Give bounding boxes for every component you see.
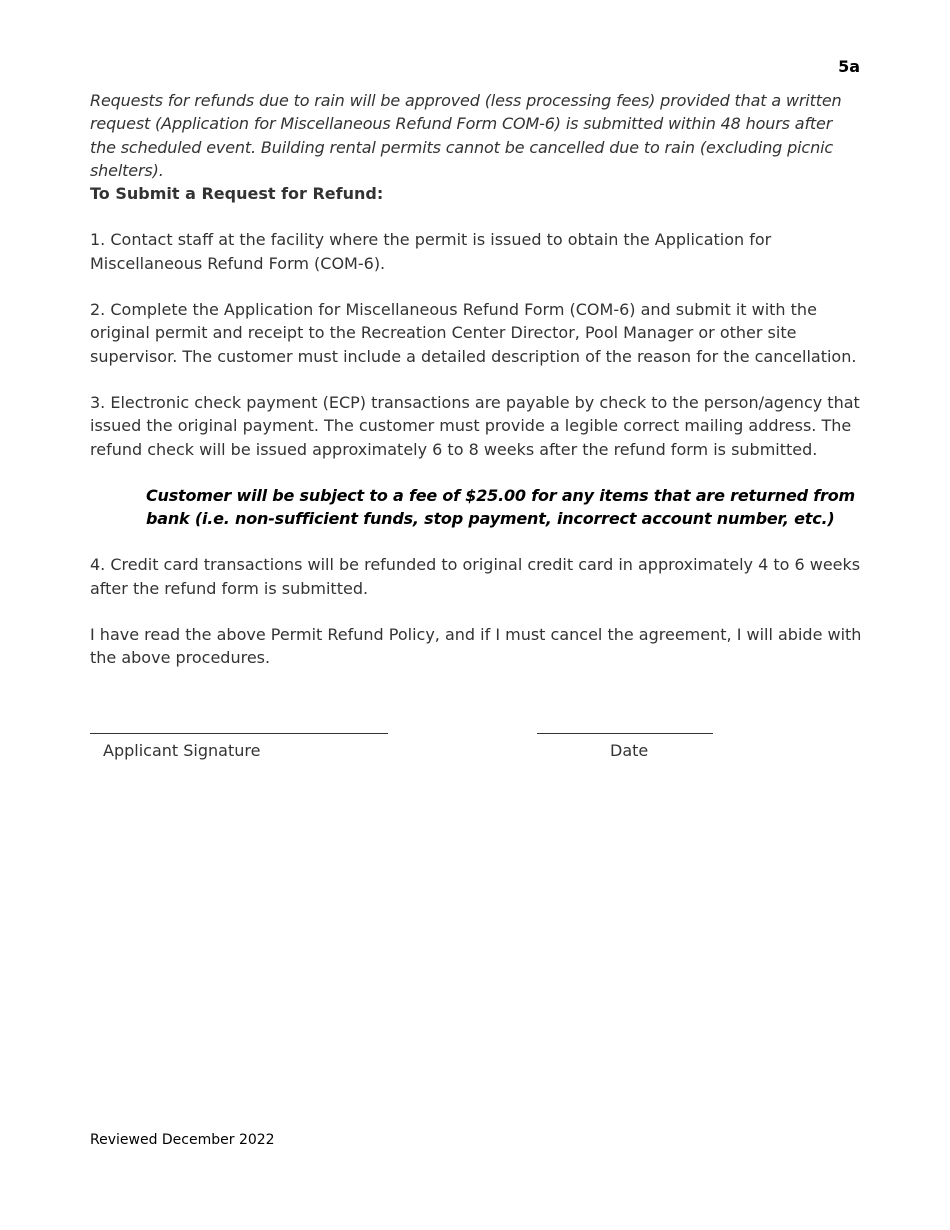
step-4: 4. Credit card transactions will be refunded to original credit card in approximately 4 to 6 weeks after the refund form is submitted. [90, 555, 861, 598]
step-2: 2. Complete the Application for Miscellaneous Refund Form (COM-6) and submit it with the original permit and receipt to the Recreation Center Director, Pool Manager or other site supervisor. The customer must include a detailed description of the reason for the cancellation. [90, 300, 857, 366]
document-body [90, 89, 862, 670]
step-1: 1. Contact staff at the facility where the permit is issued to obtain the Application for Miscellaneous Refund Form (COM-6). [90, 230, 772, 273]
step-3: 3. Electronic check payment (ECP) transactions are payable by check to the person/agency that issued the original payment. The customer must provide a legible correct mailing address. The refund check will be issued approximately 6 to 8 weeks after the refund form is submitted. [90, 392, 860, 459]
date-label: Date [610, 741, 649, 760]
rain-refund-intro: Requests for refunds due to rain will be approved (less processing fees) provided that a written request (Application for Miscellaneous Refund Form COM-6) is submitted within 48 hours after the scheduled event. Building rental permits cannot be cancelled due to rain (excluding picnic shelters). [90, 91, 842, 180]
refund-request-heading: To Submit a Request for Refund: [90, 184, 384, 204]
applicant-signature-line[interactable] [90, 733, 388, 734]
review-date-footer: Reviewed December 2022 [90, 1132, 275, 1148]
page-number: 5a [838, 57, 860, 76]
date-signature-line[interactable] [537, 733, 713, 734]
policy-acknowledgement: I have read the above Permit Refund Policy, and if I must cancel the agreement, I will abide with the above procedures. [90, 625, 862, 668]
returned-item-fee-notice: Customer will be subject to a fee of $25.00 for any items that are returned from bank (i.e. non-sufficient funds, stop payment, incorrect account number, etc.) [146, 485, 855, 529]
applicant-signature-label: Applicant Signature [103, 741, 261, 760]
